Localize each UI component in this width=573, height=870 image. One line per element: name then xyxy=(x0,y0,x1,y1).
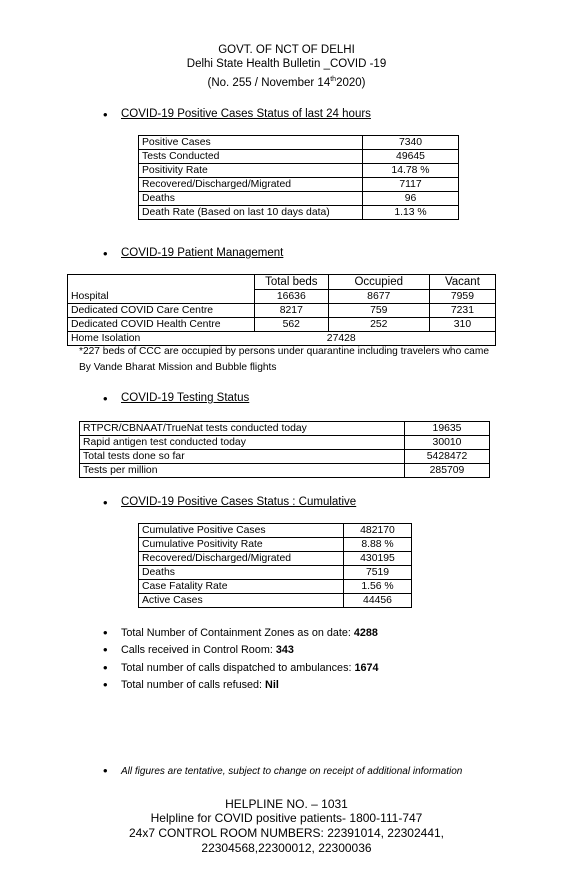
fact-value: 1674 xyxy=(354,662,379,674)
row-value: 7340 xyxy=(363,136,459,150)
table-row xyxy=(68,332,496,346)
fact-value: 343 xyxy=(275,644,294,656)
header-empty-cell xyxy=(68,275,255,290)
occupied-cell: 8677 xyxy=(328,290,429,304)
note-line-2: By Vande Bharat Mission and Bubble flights xyxy=(79,362,277,373)
row-value: 5428472 xyxy=(405,450,490,464)
row-label: Positivity Rate xyxy=(139,164,363,178)
row-label: Dedicated COVID Care Centre xyxy=(68,304,255,318)
occupied-cell: 252 xyxy=(328,318,429,332)
vacant-cell: 7959 xyxy=(429,290,495,304)
row-value: 1.56 % xyxy=(344,580,412,594)
row-label: Tests per million xyxy=(80,464,405,478)
row-value: 285709 xyxy=(405,464,490,478)
control-room-line-2: 22304568,22300012, 22300036 xyxy=(201,841,372,855)
fact-label: Total number of calls refused: xyxy=(121,679,266,691)
vacant-cell: 7231 xyxy=(429,304,495,318)
bullet-icon: • xyxy=(103,642,108,657)
row-value: 482170 xyxy=(344,524,412,538)
row-value: 430195 xyxy=(344,552,412,566)
note-line-1: *227 beds of CCC are occupied by persons under quarantine including travelers who came xyxy=(79,346,490,357)
fact-item xyxy=(121,679,279,692)
covid-helpline: Helpline for COVID positive patients- 1800-111-747 xyxy=(150,811,423,825)
header-line-2: Delhi State Health Bulletin _COVID -19 xyxy=(186,58,387,70)
row-label: Rapid antigen test conducted today xyxy=(80,436,405,450)
row-label: RTPCR/CBNAAT/TrueNat tests conducted today xyxy=(80,422,405,436)
bullet-icon: • xyxy=(103,660,108,675)
table-row xyxy=(139,594,412,608)
disclaimer: All figures are tentative, subject to change on receipt of additional information xyxy=(121,766,463,777)
fact-item xyxy=(121,662,379,675)
fact-label: Total number of calls dispatched to ambulances: xyxy=(121,662,355,674)
total-beds-cell: 8217 xyxy=(255,304,329,318)
header-sup: th xyxy=(330,76,337,83)
row-value: 49645 xyxy=(363,150,459,164)
table-row xyxy=(80,436,490,450)
row-label: Tests Conducted xyxy=(139,150,363,164)
row-label: Case Fatality Rate xyxy=(139,580,344,594)
table-row xyxy=(139,164,459,178)
row-label: Recovered/Discharged/Migrated xyxy=(139,178,363,192)
row-label: Deaths xyxy=(139,566,344,580)
row-value: 1.13 % xyxy=(363,206,459,220)
fact-value: Nil xyxy=(265,679,279,691)
bullet-icon: • xyxy=(103,763,108,778)
table-row xyxy=(80,450,490,464)
row-value: 8.88 % xyxy=(344,538,412,552)
table-row xyxy=(68,290,496,304)
bullet-icon: • xyxy=(103,495,108,510)
table-cumulative xyxy=(138,523,412,608)
fact-label: Calls received in Control Room: xyxy=(121,644,276,656)
header-year: 2020) xyxy=(336,76,366,89)
row-value: 14.78 % xyxy=(363,164,459,178)
row-label: Cumulative Positive Cases xyxy=(139,524,344,538)
row-value: 7519 xyxy=(344,566,412,580)
home-isolation-label: Home Isolation xyxy=(68,332,255,346)
row-value: 96 xyxy=(363,192,459,206)
fact-item xyxy=(121,644,294,657)
bullet-icon: • xyxy=(103,625,108,640)
row-label: Recovered/Discharged/Migrated xyxy=(139,552,344,566)
home-isolation-value: 27428 xyxy=(255,332,496,346)
table-row xyxy=(68,318,496,332)
table-row xyxy=(139,566,412,580)
row-label: Active Cases xyxy=(139,594,344,608)
fact-label: Total Number of Containment Zones as on date: xyxy=(121,627,354,639)
row-label: Cumulative Positivity Rate xyxy=(139,538,344,552)
control-room-line-1: 24x7 CONTROL ROOM NUMBERS: 22391014, 22302441, xyxy=(128,826,445,840)
fact-item xyxy=(121,627,378,640)
table-24h xyxy=(138,135,459,220)
bullet-icon: • xyxy=(103,107,108,122)
header-total-beds: Total beds xyxy=(255,275,329,290)
table-row xyxy=(139,150,459,164)
table-row xyxy=(80,464,490,478)
fact-value: 4288 xyxy=(353,627,378,639)
row-label: Total tests done so far xyxy=(80,450,405,464)
total-beds-cell: 16636 xyxy=(255,290,329,304)
table-row xyxy=(139,580,412,594)
bullet-icon: • xyxy=(103,246,108,261)
table-row xyxy=(139,538,412,552)
section-title-24h: COVID-19 Positive Cases Status of last 24 hours xyxy=(121,108,371,120)
table-patient-mgmt xyxy=(67,274,496,346)
table-row xyxy=(139,524,412,538)
table-row xyxy=(139,136,459,150)
total-beds-cell: 562 xyxy=(255,318,329,332)
row-label: Death Rate (Based on last 10 days data) xyxy=(139,206,363,220)
header-line-1: GOVT. OF NCT OF DELHI xyxy=(218,44,355,56)
row-value: 30010 xyxy=(405,436,490,450)
header-occupied: Occupied xyxy=(328,275,429,290)
table-row xyxy=(80,422,490,436)
table-header-row xyxy=(68,275,496,290)
table-row xyxy=(139,192,459,206)
row-label: Positive Cases xyxy=(139,136,363,150)
header-number: (No. 255 / November 14 xyxy=(207,76,331,89)
section-title-cumulative: COVID-19 Positive Cases Status : Cumulative xyxy=(121,496,357,508)
helpline-number: HELPLINE NO. – 1031 xyxy=(225,797,348,811)
table-row xyxy=(139,552,412,566)
occupied-cell: 759 xyxy=(328,304,429,318)
header-vacant: Vacant xyxy=(429,275,495,290)
table-row xyxy=(139,178,459,192)
row-value: 44456 xyxy=(344,594,412,608)
row-label: Deaths xyxy=(139,192,363,206)
bullet-icon: • xyxy=(103,677,108,692)
row-value: 19635 xyxy=(405,422,490,436)
vacant-cell: 310 xyxy=(429,318,495,332)
section-title-patient-mgmt: COVID-19 Patient Management xyxy=(121,247,284,259)
row-label: Dedicated COVID Health Centre xyxy=(68,318,255,332)
section-title-testing: COVID-19 Testing Status xyxy=(121,392,250,404)
row-value: 7117 xyxy=(363,178,459,192)
table-row xyxy=(68,304,496,318)
table-testing xyxy=(79,421,490,478)
bullet-icon: • xyxy=(103,391,108,406)
table-row xyxy=(139,206,459,220)
row-label: Hospital xyxy=(68,290,255,304)
header-line-3 xyxy=(0,73,573,90)
